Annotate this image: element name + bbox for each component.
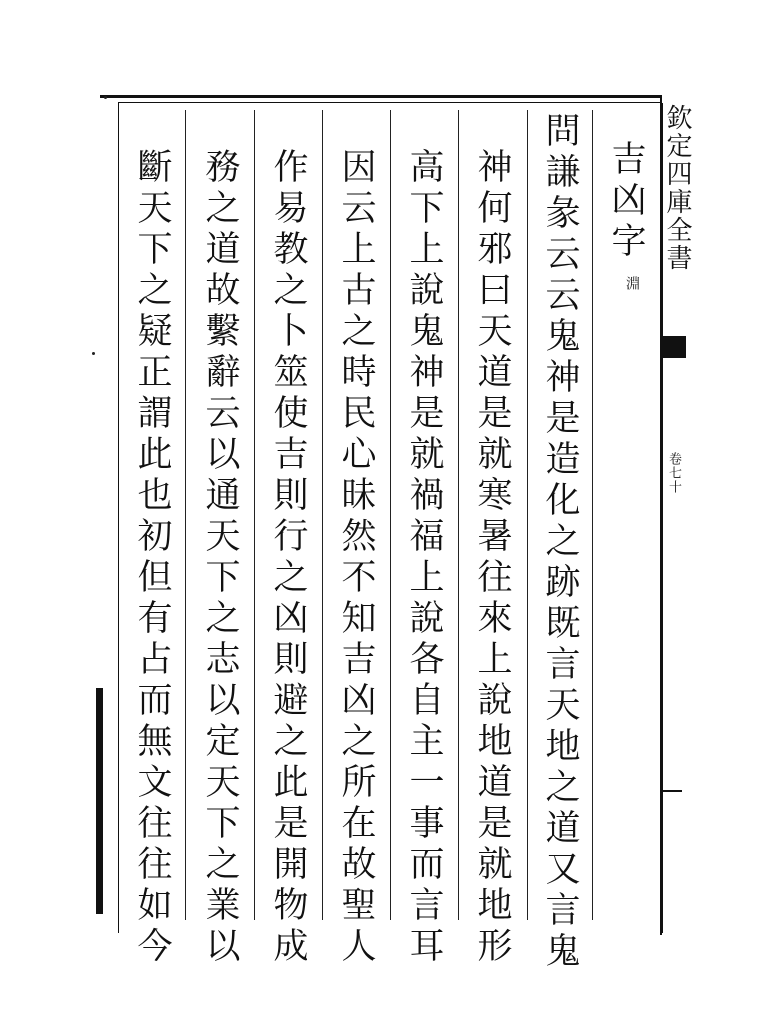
- text-column-3: 高下上說鬼神是就禍福上說各自主一事而言耳: [404, 148, 444, 968]
- column-divider: [458, 110, 459, 920]
- text-column-1: 問謙彖云云鬼神是造化之跡既言天地之道又言鬼: [540, 112, 580, 973]
- text-column-7: 斷天下之疑正謂此也初但有占而無文往往如今: [132, 148, 172, 968]
- column-divider: [254, 110, 255, 920]
- ink-speck: [92, 352, 95, 355]
- spine-volume-number: 卷七十: [666, 452, 681, 494]
- text-column-5: 作易教之卜筮使吉則行之凶則避之此是開物成: [268, 148, 308, 968]
- text-column-2: 神何邪曰天道是就寒暑往來上說地道是就地形: [472, 148, 512, 968]
- ink-speck: [104, 96, 107, 99]
- spine-tick-mark: [662, 790, 682, 792]
- spine-book-title: 欽定四庫全書: [662, 104, 692, 272]
- section-heading: 吉凶字: [606, 140, 646, 263]
- text-column-4: 因云上古之時民心昧然不知吉凶之所在故聖人: [336, 148, 376, 968]
- column-divider: [185, 110, 186, 920]
- left-edge-bar: [96, 688, 103, 914]
- column-divider: [527, 110, 528, 920]
- column-divider: [322, 110, 323, 920]
- top-border-rule: [100, 95, 660, 98]
- text-column-6: 務之道故繫辭云以通天下之志以定天下之業以: [200, 148, 240, 968]
- fish-tail-mark: [662, 336, 686, 358]
- column-divider: [390, 110, 391, 920]
- heading-note: 淵: [624, 276, 640, 292]
- column-divider: [592, 110, 593, 920]
